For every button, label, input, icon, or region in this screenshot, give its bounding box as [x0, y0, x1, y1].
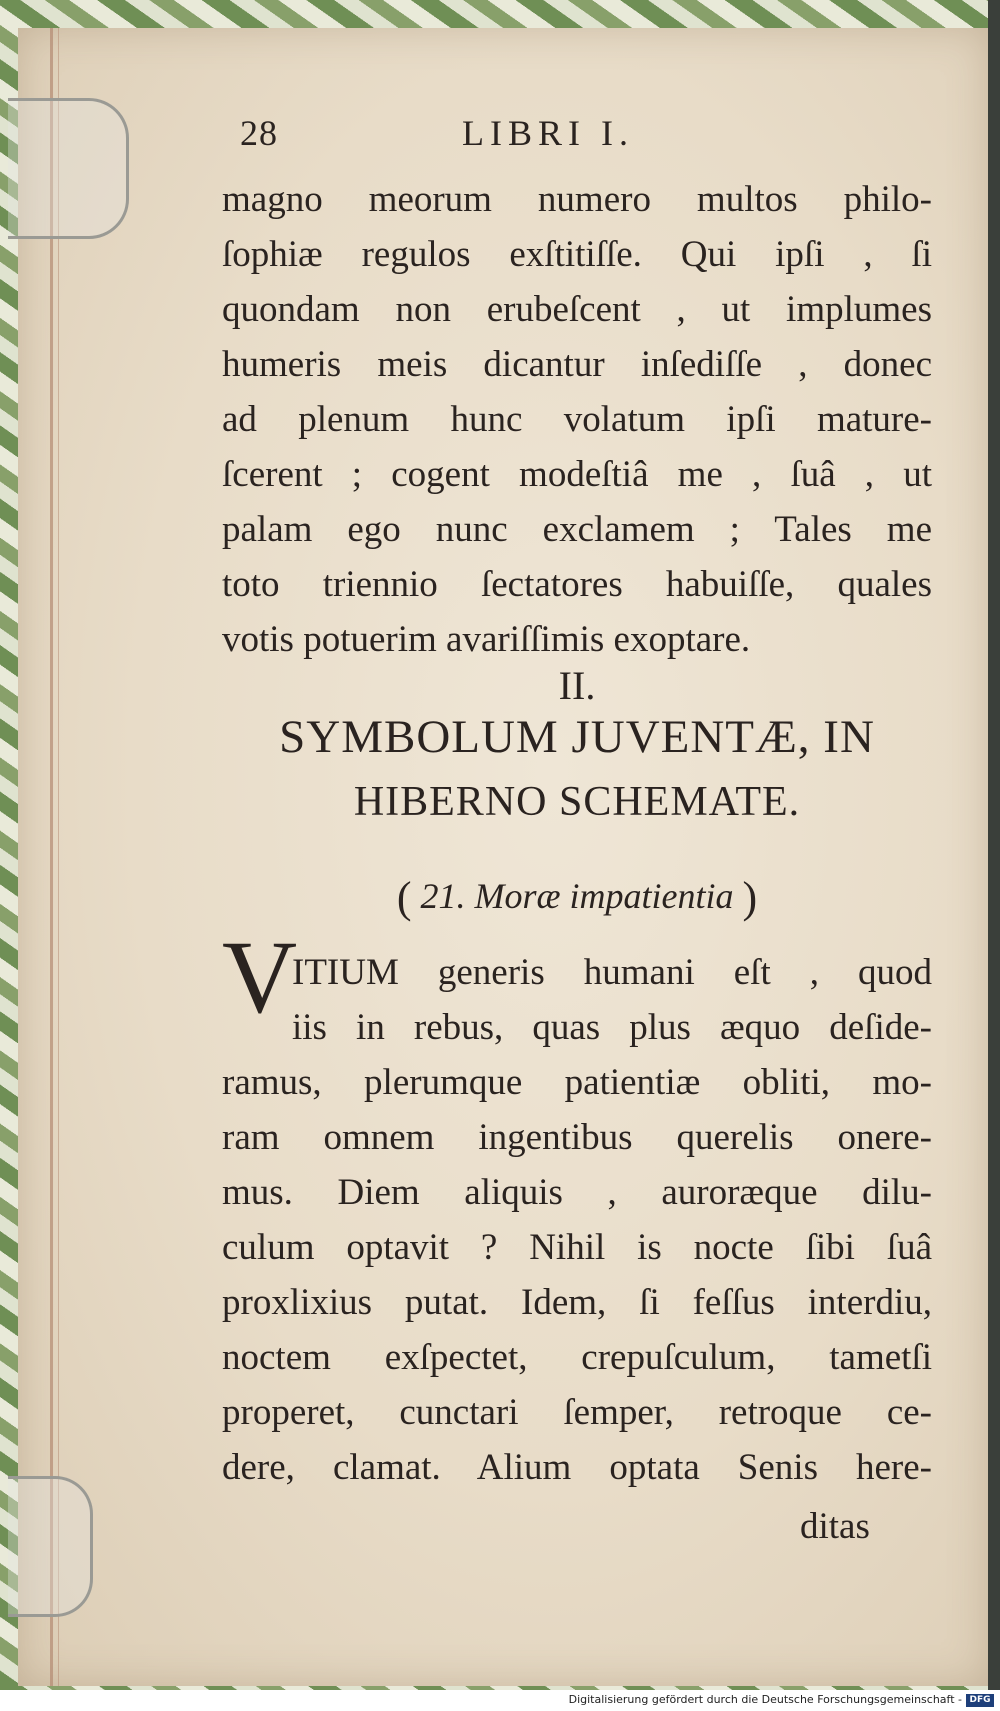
text-line: magno meorum numero multos philo- — [222, 179, 932, 220]
funding-credit: Digitalisierung gefördert durch die Deutsche Forschungsgemeinschaft - — [568, 1693, 962, 1706]
text-line: culum optavit ? Nihil is nocte ſibi ſuâ — [222, 1227, 932, 1268]
text-line: toto triennio ſectatores habuiſſe, quales — [222, 564, 932, 605]
page-header — [240, 112, 920, 156]
text-line: ramus, plerumque patientiæ obliti, mo- — [222, 1062, 932, 1103]
page-number: 28 — [240, 113, 278, 153]
page-clip-bottom — [8, 1476, 93, 1617]
text-line: palam ego nunc exclamem ; Tales me — [222, 509, 932, 550]
motto-open-paren: ( — [396, 873, 412, 922]
body-paragraph — [222, 1055, 932, 1495]
catchword: ditas — [800, 1506, 870, 1547]
text-line: properet, cunctari ſemper, retroque ce- — [222, 1392, 932, 1433]
text-line: mus. Diem aliquis , auroræque dilu- — [222, 1172, 932, 1213]
section-motto — [222, 872, 932, 923]
text-line: ITIUM generis humani eſt , quod — [292, 952, 932, 993]
text-line: noctem exſpectet, crepuſculum, tametſi — [222, 1337, 932, 1378]
section-number: II. — [558, 663, 596, 708]
section-title-line-2: HIBERNO SCHEMATE. — [353, 779, 801, 825]
dfg-logo: DFG — [966, 1694, 994, 1707]
text-line: votis potuerim avariſſimis exoptare. — [222, 619, 751, 660]
page-edge-rule-inner — [58, 28, 59, 1686]
text-line: ram omnem ingentibus querelis onere- — [222, 1117, 932, 1158]
text-line: ſophiæ regulos exſtitiſſe. Qui ipſi , ſi — [222, 234, 932, 275]
digitization-footer — [0, 1690, 1000, 1711]
text-line: proxlixius putat. Idem, ſi feſſus interdiu, — [222, 1282, 932, 1323]
book-spine-edge — [988, 0, 1000, 1690]
page-clip-top — [8, 98, 129, 239]
motto-text: 21. Moræ impatientia — [420, 876, 734, 916]
text-line: dere, clamat. Alium optata Senis here- — [222, 1447, 932, 1488]
motto-close-paren: ) — [742, 873, 758, 922]
continuation-paragraph — [222, 172, 932, 667]
text-line: quondam non erubeſcent , ut implumes — [222, 289, 932, 330]
page-edge-rule — [50, 28, 53, 1686]
running-head: LIBRI I. — [462, 113, 634, 153]
text-line: humeris meis dicantur inſediſſe , donec — [222, 344, 932, 385]
drop-cap: V — [222, 920, 298, 1035]
section-title-line-1: SYMBOLUM JUVENTÆ, IN — [279, 711, 875, 763]
text-line: ſcerent ; cogent modeſtiâ me , ſuâ , ut — [222, 454, 932, 495]
text-line: iis in rebus, quas plus æquo deſide- — [292, 1007, 932, 1048]
dropcap-indented-lines — [292, 945, 932, 1055]
text-line: ad plenum hunc volatum ipſi mature- — [222, 399, 932, 440]
